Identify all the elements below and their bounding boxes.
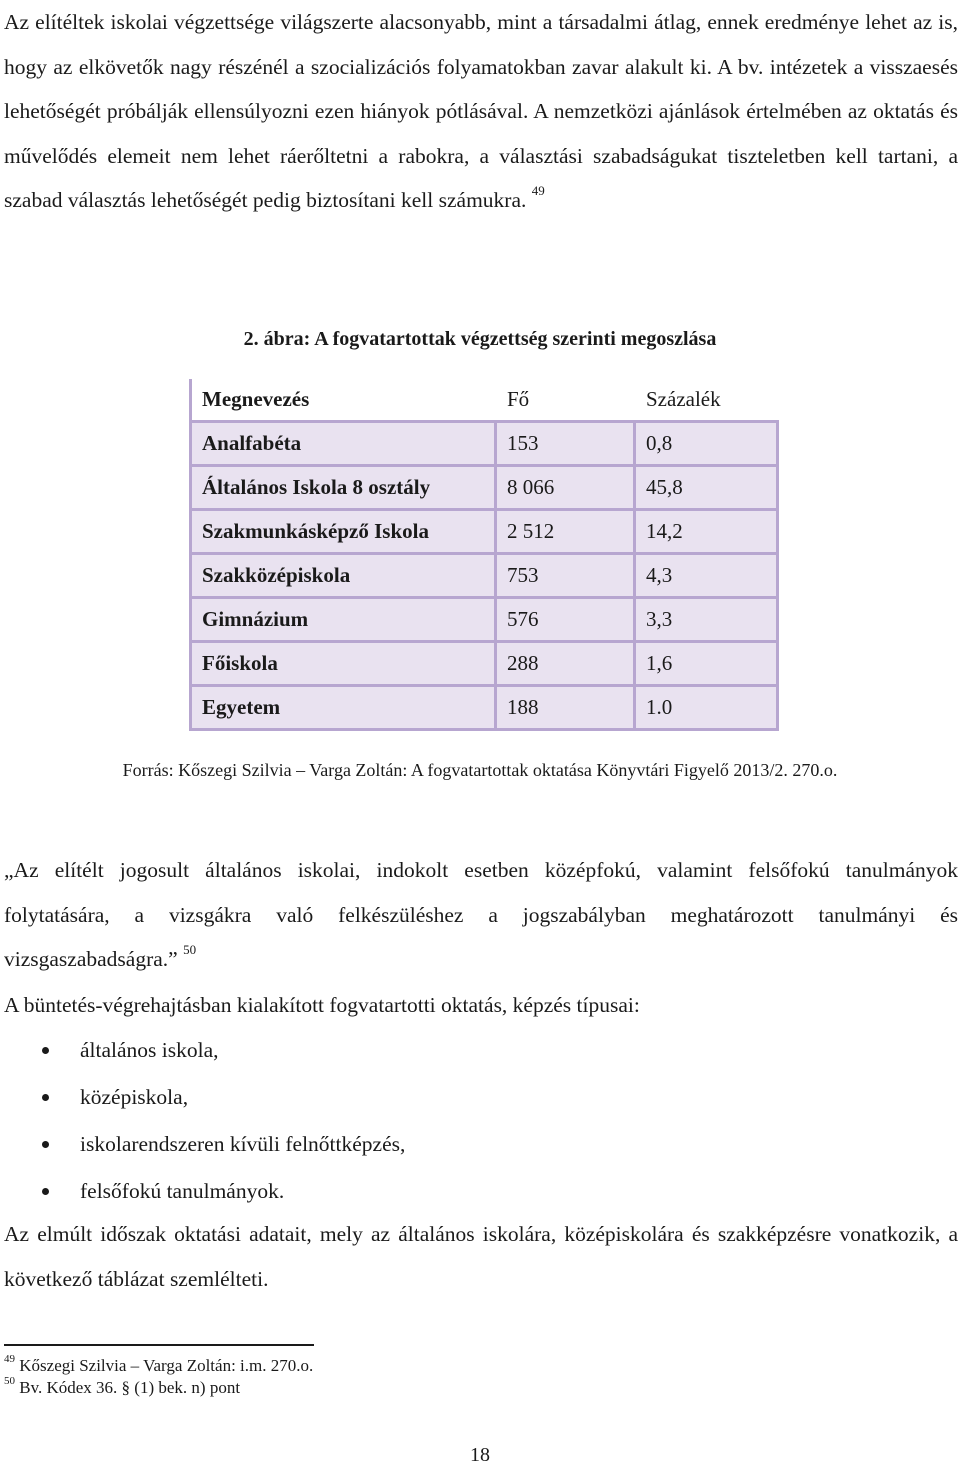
header-cell-count: Fő	[496, 378, 635, 422]
table-row	[191, 554, 778, 598]
cell-percent: 14,2	[635, 510, 778, 554]
table-row	[191, 422, 778, 466]
cell-name: Szakmunkásképző Iskola	[191, 510, 496, 554]
cell-percent: 4,3	[635, 554, 778, 598]
list-item	[0, 1028, 405, 1075]
quote-text: „Az elítélt jogosult általános iskolai, indokolt esetben középfokú, valamint felsőfokú tanulmányok folytatására, a vizsgákra való felkészüléshez a jogszabályban meghatározott tanulmányi és vizsgaszabadságra.”	[4, 858, 958, 971]
bullet-icon	[42, 1047, 49, 1054]
list-item	[0, 1075, 405, 1122]
cell-percent: 0,8	[635, 422, 778, 466]
cell-count: 188	[496, 686, 635, 730]
cell-percent: 1.0	[635, 686, 778, 730]
table-row	[191, 686, 778, 730]
cell-count: 576	[496, 598, 635, 642]
education-table	[189, 376, 779, 731]
education-types-list	[0, 1028, 405, 1216]
header-cell-name: Megnevezés	[191, 378, 496, 422]
footnote-49	[4, 1355, 313, 1377]
footnote-number: 49	[4, 1353, 15, 1366]
cell-count: 8 066	[496, 466, 635, 510]
paragraph-text: Az elítéltek iskolai végzettsége világszerte alacsonyabb, mint a társadalmi átlag, ennek eredménye lehet az is, hogy az elkövetők nagy részénél a szocializációs folyamatokban zavar alakult ki. A bv. intézetek a visszaesés lehetőségét próbálják ellensúlyozni ezen hiányok pótlásával. A nemzetközi ajánlások értelmében az oktatás és művelődés elemeit nem lehet ráerőltetni a rabokra, a választási szabadságukat tiszteletben kell tartani, a szabad választás lehetőségét pedig biztosítani kell számukra.	[4, 10, 958, 212]
header-cell-percent: Százalék	[635, 378, 778, 422]
table-row	[191, 510, 778, 554]
list-item-text: középiskola,	[80, 1085, 189, 1109]
footnote-ref-50: 50	[183, 941, 197, 957]
footnote-text: Bv. Kódex 36. § (1) bek. n) pont	[19, 1378, 241, 1397]
table-header-row	[191, 378, 778, 422]
footnote-ref-49: 49	[531, 182, 545, 198]
cell-percent: 45,8	[635, 466, 778, 510]
figure-caption: 2. ábra: A fogvatartottak végzettség szerinti megoszlása	[243, 328, 717, 350]
footnote-text: Kőszegi Szilvia – Varga Zoltán: i.m. 270.o.	[19, 1356, 314, 1375]
cell-count: 753	[496, 554, 635, 598]
table-row	[191, 642, 778, 686]
list-item	[0, 1169, 405, 1216]
footnote-separator	[4, 1344, 314, 1346]
cell-name: Általános Iskola 8 osztály	[191, 466, 496, 510]
cell-name: Szakközépiskola	[191, 554, 496, 598]
page-number: 18	[470, 1444, 490, 1466]
cell-count: 153	[496, 422, 635, 466]
table-row	[191, 466, 778, 510]
body-paragraph-1	[4, 0, 958, 223]
cell-count: 288	[496, 642, 635, 686]
bullet-icon	[42, 1188, 49, 1195]
list-item-text: felsőfokú tanulmányok.	[80, 1179, 285, 1203]
cell-count: 2 512	[496, 510, 635, 554]
body-paragraph-3: A büntetés-végrehajtásban kialakított fogvatartotti oktatás, képzés típusai:	[4, 993, 640, 1017]
footnotes	[4, 1355, 313, 1399]
bullet-icon	[42, 1141, 49, 1148]
cell-percent: 3,3	[635, 598, 778, 642]
list-item-text: iskolarendszeren kívüli felnőttképzés,	[80, 1132, 406, 1156]
footnote-number: 50	[4, 1375, 15, 1388]
list-item	[0, 1122, 405, 1169]
body-paragraph-4: Az elmúlt időszak oktatási adatait, mely az általános iskolára, középiskolára és szakképzésre vonatkozik, a következő táblázat szemlélteti.	[4, 1222, 958, 1291]
bullet-icon	[42, 1094, 49, 1101]
cell-name: Egyetem	[191, 686, 496, 730]
footnote-50	[4, 1377, 313, 1399]
table-row	[191, 598, 778, 642]
body-paragraph-2	[4, 848, 958, 982]
figure-source: Forrás: Kőszegi Szilvia – Varga Zoltán: A fogvatartottak oktatása Könyvtári Figyelő 2013/2. 270.o.	[122, 760, 838, 780]
cell-name: Főiskola	[191, 642, 496, 686]
cell-percent: 1,6	[635, 642, 778, 686]
cell-name: Gimnázium	[191, 598, 496, 642]
cell-name: Analfabéta	[191, 422, 496, 466]
list-item-text: általános iskola,	[80, 1038, 219, 1062]
